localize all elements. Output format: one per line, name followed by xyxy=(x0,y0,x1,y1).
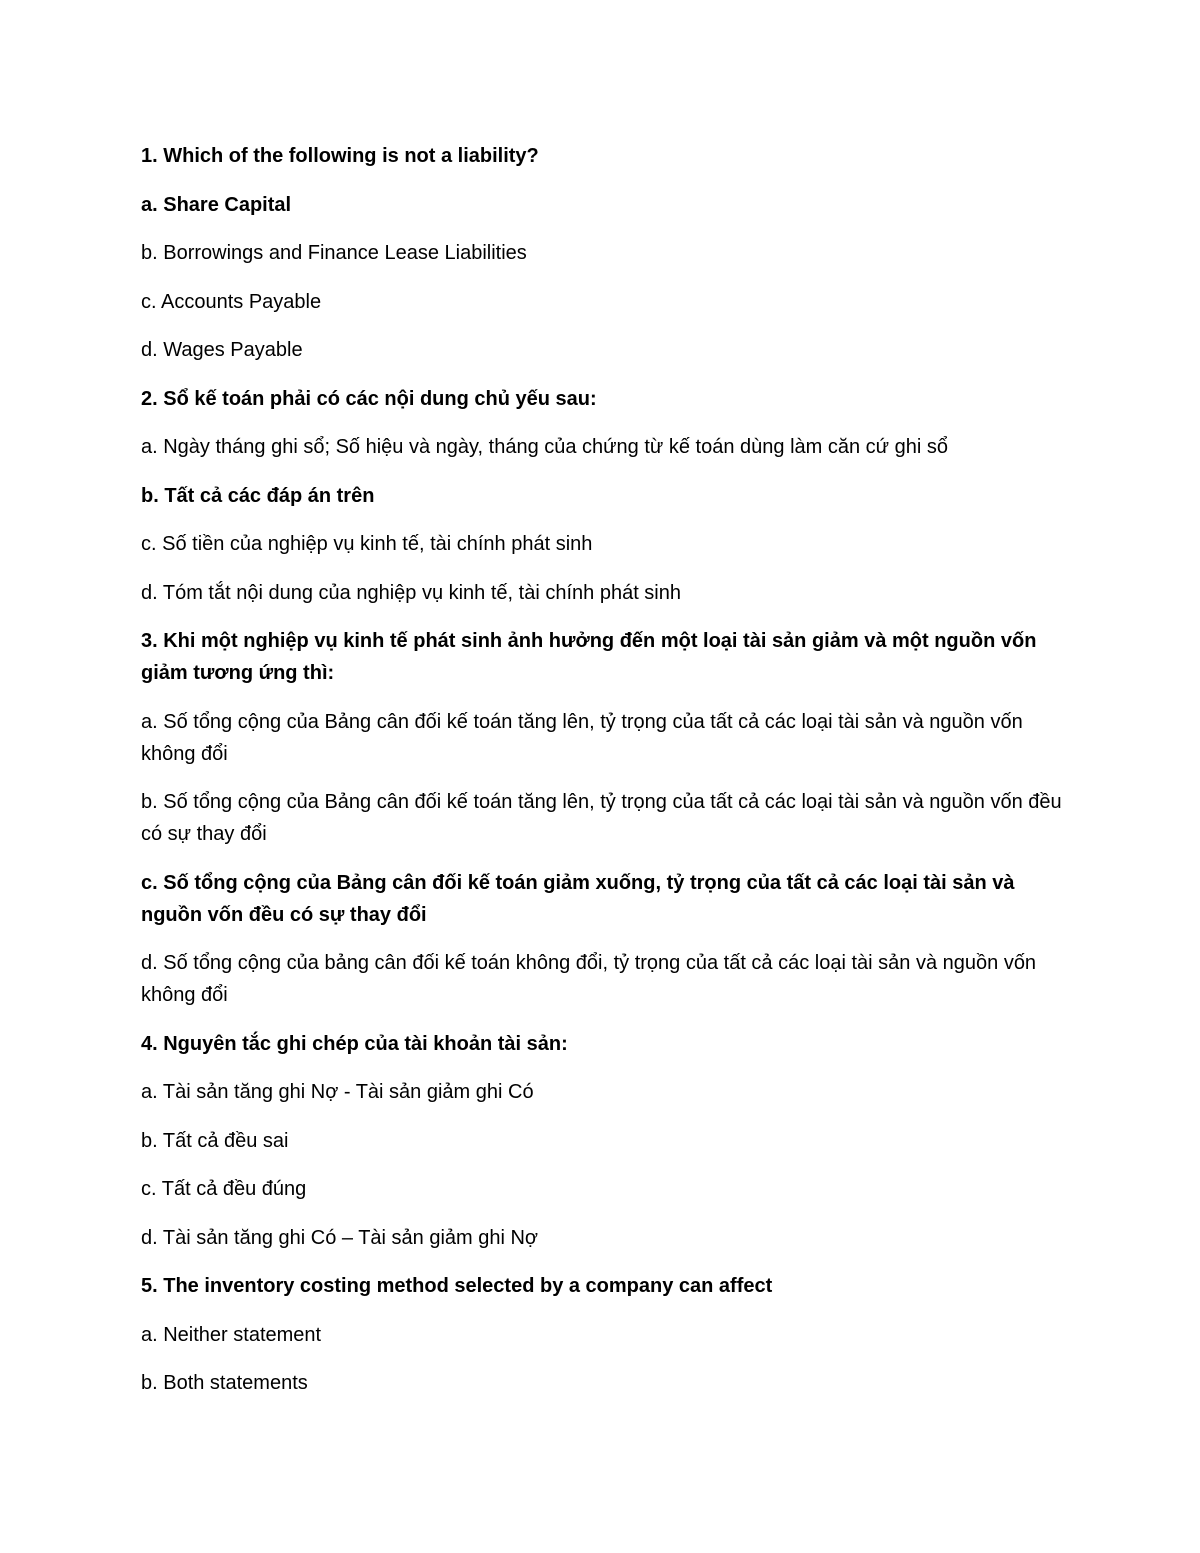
q2-option-a: a. Ngày tháng ghi sổ; Số hiệu và ngày, tháng của chứng từ kế toán dùng làm căn cứ ghi sổ xyxy=(141,436,948,458)
q2-option-b-correct: b. Tất cả các đáp án trên xyxy=(141,484,375,507)
q4-option-a: a. Tài sản tăng ghi Nợ - Tài sản giảm ghi Có xyxy=(141,1081,534,1103)
q2-option-d: d. Tóm tắt nội dung của nghiệp vụ kinh tế, tài chính phát sinh xyxy=(141,581,681,604)
q1-option-d: d. Wages Payable xyxy=(141,339,303,361)
q5-option-a: a. Neither statement xyxy=(141,1323,322,1346)
q3-option-c-correct: c. Số tổng cộng của Bảng cân đối kế toán giảm xuống, tỷ trọng của tất cả các loại tài sản và nguồn vốn đều có sự thay đổi xyxy=(141,871,1015,926)
question-5: 5. The inventory costing method selected by a company can affect xyxy=(141,1275,773,1297)
question-4: 4. Nguyên tắc ghi chép của tài khoản tài sản: xyxy=(141,1032,568,1055)
question-2: 2. Sổ kế toán phải có các nội dung chủ yếu sau: xyxy=(141,387,597,410)
q3-option-b: b. Số tổng cộng của Bảng cân đối kế toán tăng lên, tỷ trọng của tất cả các loại tài sản và nguồn vốn đều có sự thay đổi xyxy=(141,791,1062,845)
question-1: 1. Which of the following is not a liability? xyxy=(141,145,539,167)
q2-option-c: c. Số tiền của nghiệp vụ kinh tế, tài chính phát sinh xyxy=(141,533,593,555)
q4-option-d: d. Tài sản tăng ghi Có – Tài sản giảm ghi Nợ xyxy=(141,1226,539,1249)
q4-option-b: b. Tất cả đều sai xyxy=(141,1129,289,1152)
q3-option-d: d. Số tổng cộng của bảng cân đối kế toán không đổi, tỷ trọng của tất cả các loại tài sản và nguồn vốn không đổi xyxy=(141,952,1037,1006)
question-3: 3. Khi một nghiệp vụ kinh tế phát sinh ảnh hưởng đến một loại tài sản giảm và một nguồn vốn giảm tương ứng thì: xyxy=(141,630,1037,684)
q5-option-b: b. Both statements xyxy=(141,1372,308,1394)
q1-option-b: b. Borrowings and Finance Lease Liabilities xyxy=(141,242,527,264)
quiz-content xyxy=(141,140,1066,1416)
q4-option-c: c. Tất cả đều đúng xyxy=(141,1178,307,1200)
q1-option-a-correct: a. Share Capital xyxy=(141,193,292,216)
q3-option-a: a. Số tổng cộng của Bảng cân đối kế toán tăng lên, tỷ trọng của tất cả các loại tài sản và nguồn vốn không đổi xyxy=(141,710,1023,765)
q1-option-c: c. Accounts Payable xyxy=(141,290,322,313)
